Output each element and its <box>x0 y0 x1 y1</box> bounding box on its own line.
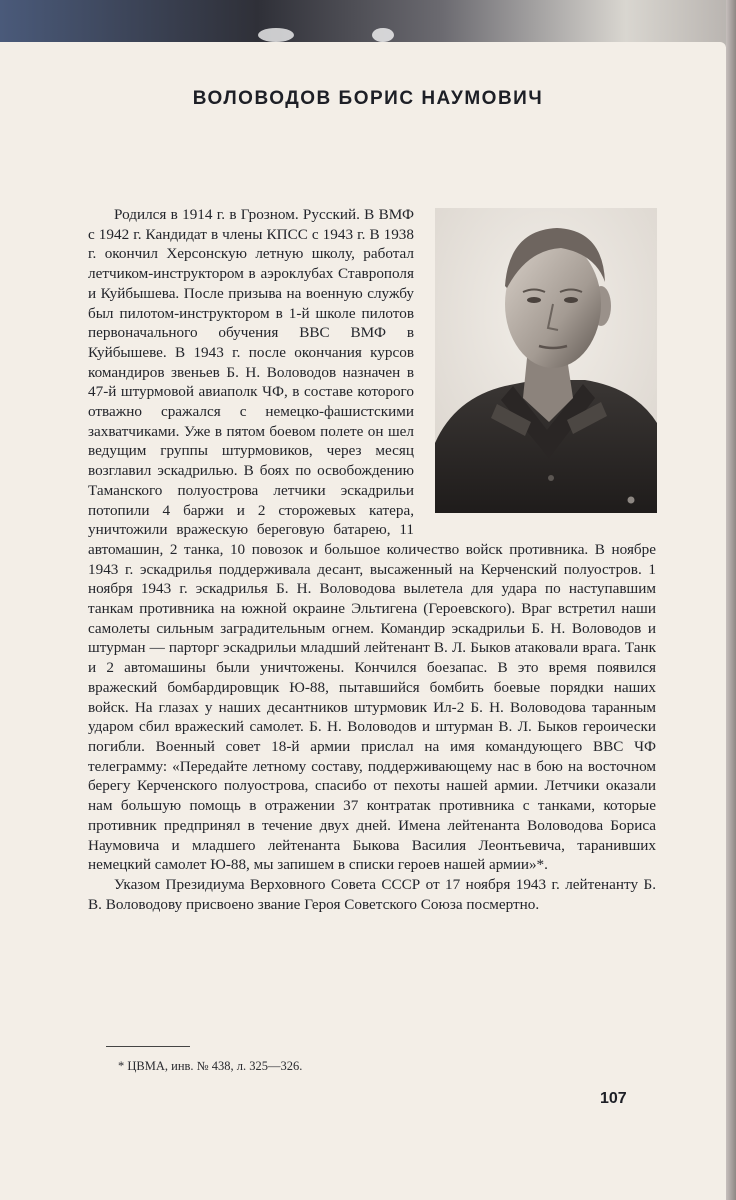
light-glare <box>258 28 294 42</box>
article-body <box>88 205 656 914</box>
article-paragraph: Родился в 1914 г. в Грозном. Русский. В ВМФ с 1942 г. Кандидат в члены КПСС с 1943 г. В 1938 г. окончил Херсонскую летную школу, работал летчиком-инструктором в аэроклубах Ставрополя и Куйбышева. После призыва на военную службу был пилотом-инструктором в 1-й школе пилотов первоначального обучения ВВС ВМФ в Куйбышеве. В 1943 г. после окончания курсов командиров звеньев Б. Н. Воловодов назначен в 47-й штурмовой авиаполк ЧФ, в составе которого отважно сражался с немецко-фашистскими захватчиками. Уже в пятом боевом полете он шел ведущим группы штурмовиков, через месяц возглавил эскадрилью. В боях по освобождению Таманского полуострова летчики эскадрильи потопили 4 баржи и 2 сторожевых катера, уничтожили вражескую береговую батарею, 11 автомашин, 2 танка, 10 повозок и большое количество войск противника. В ноябре 1943 г. эскадрилья поддерживала десант, высаженный на Керченский полуостров. 1 ноября 1943 г. эскадрилья Б. Н. Воловодова вылетела для удара по наступавшим танкам противника на южной окраине Эльтигена (Героевского). Враг встретил наши самолеты сильным заградительным огнем. Командир эскадрильи Б. Н. Воловодов и штурман — парторг эскадрильи младший лейтенант В. Л. Быков атаковали врага. Танк и 2 автомашины были уничтожены. Кончился боезапас. В это время появился вражеский бомбардировщик Ю-88, пытавшийся бомбить боевые порядки наших войск. На глазах у наших десантников штурмовик Ил-2 Б. Н. Воловодова таранным ударом сбил вражеский самолет. Б. Н. Воловодов и штурман В. Л. Быков героически погибли. Военный совет 18-й армии прислал на имя командующего ВВС ЧФ телеграмму: «Передайте летному составу, поддерживающему нас в бою на восточном берегу Керченского полуострова, спасибо от пехоты нашей армии. Летчики оказали нам большую помощь в отражении 37 контратак противника с танками, которые противник предпринял в течение двух дней. Имена лейтенанта Воловодова Бориса Наумовича и младшего лейтенанта Быкова Василия Леонтьевича, таранивших немецкий самолет Ю-88, мы запишем в списки героев нашей армии»*. <box>88 206 656 874</box>
page-title: ВОЛОВОДОВ БОРИС НАУМОВИЧ <box>192 88 544 109</box>
footnote: * ЦВМА, инв. № 438, л. 325—326. <box>118 1059 303 1073</box>
article-paragraph: Указом Президиума Верховного Совета СССР от 17 ноября 1943 г. лейтенанту Б. В. Воловодову присвоено звание Героя Советского Союза посмертно. <box>88 875 656 913</box>
footnote-divider <box>106 1046 190 1047</box>
light-glare <box>372 28 394 42</box>
page-number: 107 <box>600 1090 627 1107</box>
book-top-edge <box>0 0 736 46</box>
photo-spacer <box>414 205 656 535</box>
book-page-edge <box>726 0 736 1200</box>
